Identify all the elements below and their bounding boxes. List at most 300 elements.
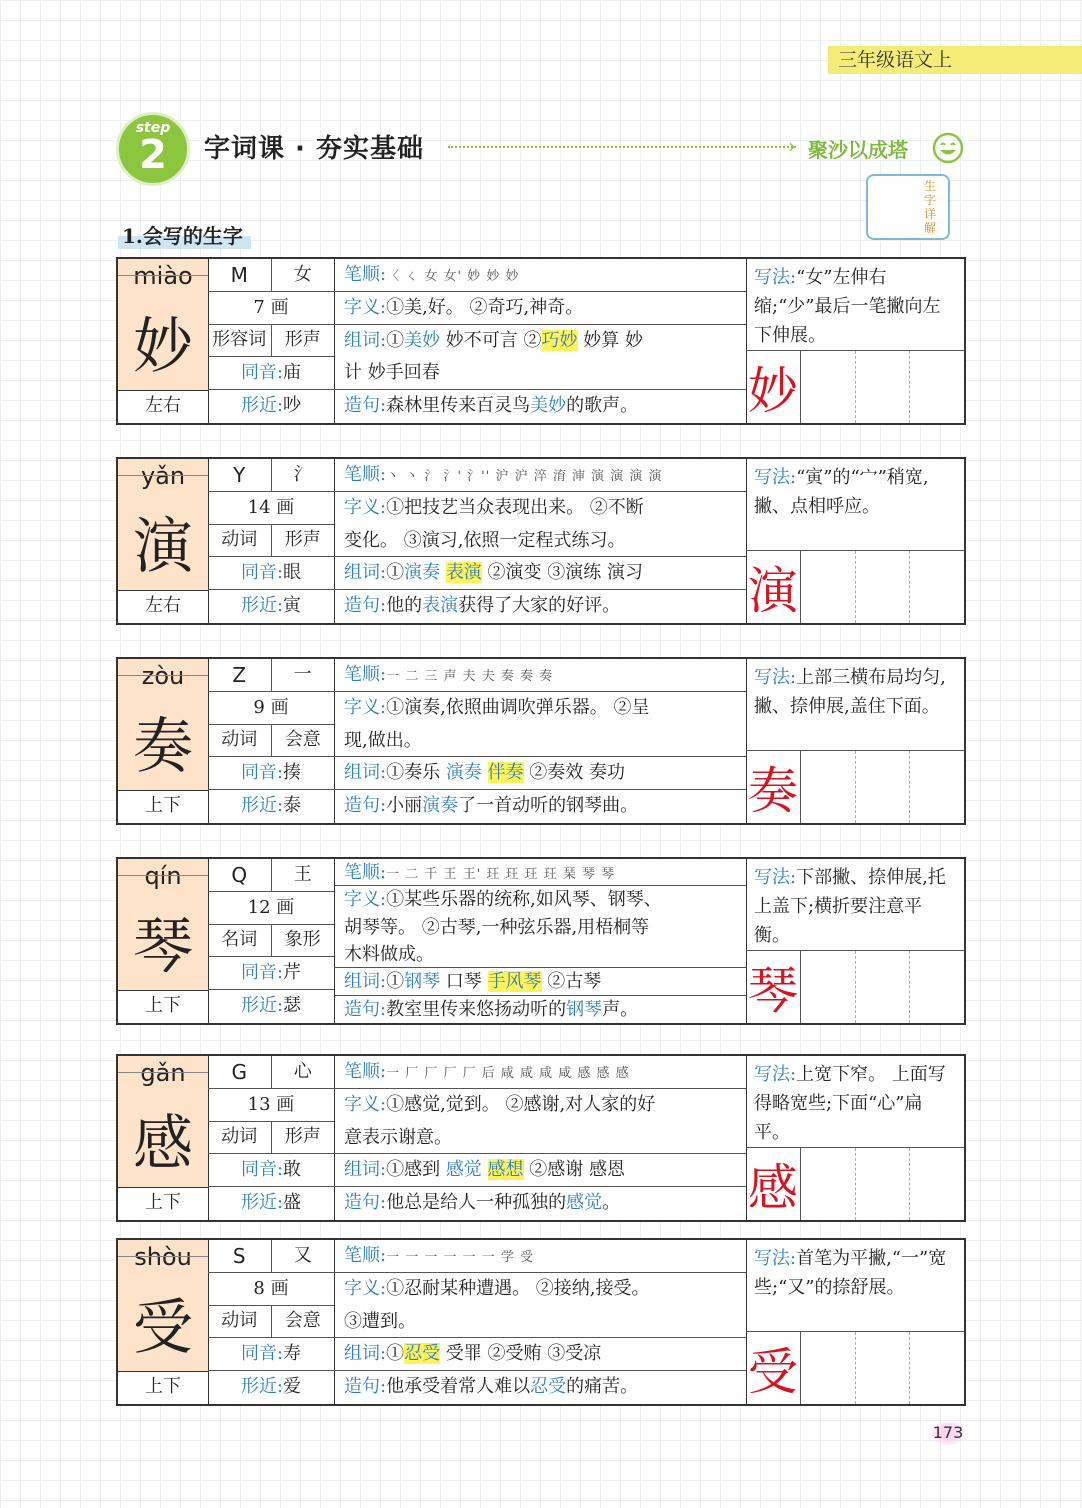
practice-grid: [746, 1148, 964, 1220]
words-prefix: ①: [386, 329, 405, 351]
meaning-text: ①感觉,觉到。 ②感谢,对人家的好: [386, 1093, 656, 1115]
words-highlight: 手风琴: [487, 971, 542, 993]
stroke-order-line: [334, 459, 746, 492]
sentence-post: 。: [602, 1192, 621, 1214]
tip-text: “寅”的“宀”稍宽,撇、点相呼应。: [754, 467, 929, 517]
words-text: [482, 762, 488, 783]
meaning-label: 字义:: [344, 696, 387, 718]
character-card: [116, 1054, 966, 1222]
homophone: 寿: [283, 1343, 302, 1365]
words-term: 钢琴: [404, 971, 441, 993]
stroke-order-line: [334, 1240, 746, 1273]
homophone-row: [208, 1338, 334, 1371]
sentence-pre: 他的: [386, 595, 423, 617]
sentence-key: 表演: [422, 595, 459, 617]
stroke-order-line: [334, 1056, 746, 1089]
tip-text: 上部三横布局均匀,撇、捺伸展,盖住下面。: [754, 667, 946, 717]
formation: 会意: [284, 729, 321, 751]
sentence-pre: 小丽: [386, 795, 423, 817]
practice-char: 演: [746, 551, 801, 623]
big-character: 感: [118, 1090, 208, 1188]
sentence-line: [334, 1371, 746, 1404]
words-text: 妙不可言 ②: [440, 329, 542, 351]
char-writing-block: [746, 659, 964, 823]
char-info-block: [208, 259, 335, 423]
meaning-line: [334, 1089, 746, 1155]
tip-label: 写法:: [754, 1064, 797, 1085]
homophone: 揍: [283, 762, 302, 784]
char-left-block: [118, 1240, 209, 1404]
sentence-pre: 他总是给人一种孤独的: [386, 1192, 567, 1214]
big-character: 受: [118, 1274, 208, 1372]
meaning-label: 字义:: [344, 296, 387, 318]
meaning-text-2: ③遭到。: [344, 1310, 416, 1332]
initial-row: [208, 1056, 334, 1089]
char-writing-block: [746, 259, 964, 423]
words-text-2: ②奏效 奏功: [523, 762, 625, 784]
char-info-block: [208, 659, 335, 823]
similar-row: [208, 1187, 334, 1220]
words-text-2: ②感谢 感恩: [523, 1159, 625, 1181]
char-detail-block: [334, 1240, 747, 1404]
homophone-row: [208, 557, 334, 590]
smile-icon: [932, 132, 964, 164]
practice-cell[interactable]: [801, 1148, 856, 1220]
section-title: 字词课 · 夯实基础: [204, 134, 424, 164]
similar-row: [208, 1371, 334, 1404]
practice-cell[interactable]: [910, 751, 964, 823]
practice-cell[interactable]: [856, 1148, 911, 1220]
page-number: 173: [928, 1418, 968, 1448]
char-detail-block: [334, 659, 747, 823]
similar: 盛: [283, 1192, 302, 1214]
stroke-count: 7 画: [208, 292, 334, 325]
meaning-label: 字义:: [344, 889, 387, 911]
words-highlight: 忍受: [404, 1343, 441, 1365]
homophone: 眼: [283, 562, 302, 584]
char-left-block: [118, 859, 209, 1023]
class-row: [208, 325, 334, 358]
char-info-block: [208, 459, 335, 623]
sentence-line: [334, 996, 746, 1023]
class-row: [208, 1306, 334, 1339]
sentence-post: 声。: [602, 998, 639, 1020]
homophone-label: 同音:: [240, 962, 284, 984]
homophone-label: 同音:: [240, 562, 284, 584]
sentence-label: 造句:: [344, 1192, 387, 1214]
class-row: [208, 1122, 334, 1155]
stroke-count: 8 画: [208, 1273, 334, 1306]
initial: Y: [208, 459, 272, 491]
sentence-label: 造句:: [344, 1376, 387, 1398]
stroke-order-label: 笔顺:: [344, 862, 387, 883]
pinyin: qín: [118, 859, 208, 894]
words-text: [440, 562, 446, 583]
arrow-right-icon: ›: [788, 134, 796, 158]
practice-char: 琴: [746, 951, 801, 1023]
words-text: [482, 1159, 488, 1180]
meaning-label: 字义:: [344, 496, 387, 518]
tip-text: 下部撇、捺伸展,托上盖下;横折要注意平衡。: [754, 867, 946, 946]
homophone-label: 同音:: [240, 762, 284, 784]
practice-cell[interactable]: [801, 551, 856, 623]
similar-row: [208, 990, 334, 1023]
word-class: 名词: [208, 925, 272, 957]
similar-row: [208, 590, 334, 623]
initial: G: [208, 1056, 272, 1088]
sentence-label: 造句:: [344, 795, 387, 817]
similar: 爱: [283, 1376, 302, 1398]
stroke-order-label: 笔顺:: [344, 464, 387, 485]
words-highlight: 表演: [445, 562, 482, 584]
initial-row: [208, 259, 334, 292]
initial-row: [208, 459, 334, 492]
char-writing-block: [746, 1240, 964, 1404]
similar-label: 形近:: [240, 1192, 284, 1214]
similar-label: 形近:: [240, 1376, 284, 1398]
tip-label: 写法:: [754, 667, 797, 688]
practice-char: 妙: [746, 351, 801, 423]
sentence-label: 造句:: [344, 998, 387, 1020]
char-detail-block: [334, 459, 747, 623]
radical: 一: [293, 663, 312, 685]
homophone-label: 同音:: [240, 1159, 284, 1181]
character-card: [116, 857, 966, 1025]
char-info-block: [208, 1240, 335, 1404]
practice-cell[interactable]: [801, 751, 856, 823]
detail-card-label: 生字详解: [924, 179, 937, 235]
homophone-label: 同音:: [240, 1343, 284, 1365]
pinyin: miào: [118, 259, 208, 294]
words-text-2: ②古琴: [541, 971, 602, 993]
sentence-key: 演奏: [422, 795, 459, 817]
meaning-text-2: 变化。 ③演习,依照一定程式练习。: [344, 529, 626, 551]
words-label: 组词:: [344, 329, 387, 351]
meaning-text: ①演奏,依照曲调吹弹乐器。 ②呈: [386, 696, 650, 718]
homophone: 敢: [283, 1159, 302, 1181]
meaning-text: ①某些乐器的统称,如风琴、钢琴、: [386, 889, 662, 911]
pinyin: gǎn: [118, 1056, 208, 1091]
practice-cell[interactable]: [801, 351, 856, 423]
word-class: 形容词: [208, 325, 272, 357]
similar-row: [208, 390, 334, 423]
formation: 象形: [284, 929, 321, 951]
character-card: [116, 1238, 966, 1406]
formation: 形声: [284, 329, 321, 351]
similar: 泰: [283, 795, 302, 817]
structure: 左右: [145, 595, 181, 617]
character-card: [116, 257, 966, 425]
structure: 左右: [145, 395, 181, 417]
sentence-post: 的痛苦。: [566, 1376, 639, 1398]
stroke-order-line: [334, 659, 746, 692]
sentence-label: 造句:: [344, 395, 387, 417]
stroke-count: 9 画: [208, 692, 334, 725]
practice-cell[interactable]: [856, 951, 911, 1023]
meaning-text-2: 现,做出。: [344, 729, 422, 751]
pinyin: zòu: [118, 659, 208, 694]
stroke-sequence: 〈 ㄑ 女 女' 妙 妙 妙: [386, 269, 520, 284]
practice-char: 感: [746, 1148, 801, 1220]
pinyin: yǎn: [118, 459, 208, 494]
big-character: 演: [118, 493, 208, 591]
practice-cell[interactable]: [910, 951, 964, 1023]
motto: 聚沙以成塔: [808, 138, 908, 162]
char-info-block: [208, 859, 335, 1023]
words-text-2: ②演变 ③演练 演习: [481, 562, 643, 584]
radical: 氵: [293, 463, 312, 485]
practice-grid: [746, 751, 964, 823]
sentence-line: [334, 790, 746, 823]
word-class: 动词: [208, 1306, 272, 1338]
writing-tip: [746, 859, 964, 951]
sentence-key: 感觉: [566, 1192, 603, 1214]
initial-row: [208, 659, 334, 692]
homophone: 庙: [283, 362, 302, 384]
big-character: 琴: [118, 893, 208, 991]
practice-char: 受: [746, 1332, 801, 1404]
words-line: [334, 557, 746, 590]
words-text-2: 受罪 ②受贿 ③受凉: [440, 1343, 602, 1365]
stroke-order-label: 笔顺:: [344, 664, 387, 685]
practice-cell[interactable]: [801, 1332, 856, 1404]
big-character: 妙: [118, 293, 208, 391]
words-term: 演奏: [445, 762, 482, 784]
words-highlight: 感想: [487, 1159, 524, 1181]
stroke-sequence: 一 厂 厂 厂 厂 后 咸 咸 咸 咸 感 感 感: [386, 1066, 630, 1081]
initial: Z: [208, 659, 272, 691]
stroke-order-line: [334, 859, 746, 886]
practice-cell[interactable]: [856, 751, 911, 823]
words-term: 演奏: [404, 562, 441, 584]
structure: 上下: [145, 1192, 181, 1214]
practice-grid: [746, 951, 964, 1023]
meaning-text-2: 意表示谢意。: [344, 1126, 452, 1148]
word-class: 动词: [208, 525, 272, 557]
words-prefix: ①: [386, 562, 405, 584]
formation: 会意: [284, 1310, 321, 1332]
tip-label: 写法:: [754, 1248, 797, 1269]
writing-tip: [746, 259, 964, 351]
practice-cell[interactable]: [910, 351, 964, 423]
practice-cell[interactable]: [910, 1332, 964, 1404]
tip-text: “女”左伸右缩;“少”最后一笔撇向左下伸展。: [754, 267, 941, 346]
initial-row: [208, 1240, 334, 1273]
words-highlight: 伴奏: [487, 762, 524, 784]
char-left-block: [118, 1056, 209, 1220]
sub-heading: 1.会写的生字: [118, 220, 251, 249]
char-writing-block: [746, 459, 964, 623]
sentence-line: [334, 1187, 746, 1220]
char-detail-block: [334, 1056, 747, 1220]
stroke-sequence: 一 一 一 一 一 一 学 受: [386, 1250, 535, 1265]
initial-row: [208, 859, 334, 892]
sentence-key: 美妙: [530, 395, 567, 417]
sentence-pre: 他承受着常人难以: [386, 1376, 531, 1398]
words-line: [334, 1154, 746, 1187]
meaning-label: 字义:: [344, 1093, 387, 1115]
char-detail-block: [334, 259, 747, 423]
stroke-order-label: 笔顺:: [344, 264, 387, 285]
stroke-sequence: 一 二 千 王 王' 玨 玨 玨 玨 琹 琴 琴: [386, 867, 616, 882]
practice-grid: [746, 1332, 964, 1404]
meaning-text: ①把技艺当众表现出来。 ②不断: [386, 496, 644, 518]
tip-label: 写法:: [754, 467, 797, 488]
tip-label: 写法:: [754, 267, 797, 288]
pinyin: shòu: [118, 1240, 208, 1275]
word-class: 动词: [208, 725, 272, 757]
practice-grid: [746, 351, 964, 423]
char-writing-block: [746, 859, 964, 1023]
sentence-key: 钢琴: [566, 998, 603, 1020]
word-class: 动词: [208, 1122, 272, 1154]
detail-card-button[interactable]: [866, 174, 950, 240]
sentence-post: 获得了大家的好评。: [458, 595, 621, 617]
sentence-post: 了一首动听的钢琴曲。: [458, 795, 639, 817]
words-term: 感觉: [445, 1159, 482, 1181]
words-text-3: 计 妙手回春: [344, 362, 440, 384]
sentence-line: [334, 390, 746, 423]
words-label: 组词:: [344, 762, 387, 784]
writing-tip: [746, 1240, 964, 1332]
writing-tip: [746, 1056, 964, 1148]
words-line: [334, 325, 746, 391]
words-label: 组词:: [344, 1159, 387, 1181]
tip-text: 首笔为平撇,“一”宽些;“又”的捺舒展。: [754, 1248, 947, 1298]
tip-label: 写法:: [754, 867, 797, 888]
radical: 又: [293, 1244, 312, 1266]
char-left-block: [118, 459, 209, 623]
step-badge: [116, 112, 190, 186]
words-prefix: ①感到: [386, 1159, 446, 1181]
char-left-block: [118, 659, 209, 823]
meaning-text: ①忍耐某种遭遇。 ②接纳,接受。: [386, 1277, 650, 1299]
meaning-line: [334, 1273, 746, 1339]
grade-band: 三年级语文上: [828, 46, 1082, 74]
homophone-row: [208, 1154, 334, 1187]
sentence-pre: 森林里传来百灵鸟: [386, 395, 531, 417]
words-line: [334, 1338, 746, 1371]
words-term: 美妙: [404, 329, 441, 351]
class-row: [208, 525, 334, 558]
words-text: 口琴: [440, 971, 488, 993]
words-label: 组词:: [344, 971, 387, 993]
meaning-line: [334, 886, 746, 968]
words-prefix: ①奏乐: [386, 762, 446, 784]
similar-label: 形近:: [240, 995, 284, 1017]
practice-cell[interactable]: [856, 351, 911, 423]
initial: M: [208, 259, 272, 291]
similar-row: [208, 790, 334, 823]
initial: Q: [208, 859, 272, 891]
meaning-line: [334, 692, 746, 758]
character-card: [116, 657, 966, 825]
structure: 上下: [145, 995, 181, 1017]
homophone-row: [208, 957, 334, 990]
char-info-block: [208, 1056, 335, 1220]
stroke-order-line: [334, 259, 746, 292]
meaning-text: ①美,好。 ②奇巧,神奇。: [386, 296, 584, 318]
char-writing-block: [746, 1056, 964, 1220]
dotted-divider: [448, 146, 796, 150]
sentence-key: 忍受: [530, 1376, 567, 1398]
meaning-text-3: 木料做成。: [344, 943, 434, 965]
stroke-order-label: 笔顺:: [344, 1245, 387, 1266]
character-card: [116, 457, 966, 625]
structure: 上下: [145, 795, 181, 817]
formation: 形声: [284, 529, 321, 551]
homophone: 芹: [283, 962, 302, 984]
stroke-sequence: 丶 丶 氵 氵' 氵'' 沪 沪 淬 淯 渖 演 演 演 演: [386, 469, 663, 484]
meaning-label: 字义:: [344, 1277, 387, 1299]
formation: 形声: [284, 1126, 321, 1148]
step-word: step: [135, 120, 171, 136]
radical: 心: [293, 1060, 312, 1082]
words-line: [334, 968, 746, 995]
practice-cell[interactable]: [856, 551, 911, 623]
words-prefix: ①: [386, 1343, 405, 1365]
sentence-label: 造句:: [344, 595, 387, 617]
words-label: 组词:: [344, 562, 387, 584]
practice-cell[interactable]: [910, 551, 964, 623]
practice-cell[interactable]: [910, 1148, 964, 1220]
radical: 女: [293, 263, 312, 285]
similar-label: 形近:: [240, 395, 284, 417]
words-highlight: 巧妙: [541, 329, 578, 351]
writing-tip: [746, 459, 964, 551]
writing-tip: [746, 659, 964, 751]
tip-text: 上宽下窄。 上面写得略宽些;下面“心”扁平。: [754, 1064, 946, 1143]
stroke-count: 12 画: [208, 892, 334, 925]
similar: 吵: [283, 395, 302, 417]
practice-cell[interactable]: [801, 951, 856, 1023]
practice-grid: [746, 551, 964, 623]
words-prefix: ①: [386, 971, 405, 993]
stroke-count: 14 画: [208, 492, 334, 525]
similar-label: 形近:: [240, 795, 284, 817]
class-row: [208, 925, 334, 958]
radical: 王: [293, 863, 312, 885]
sentence-post: 的歌声。: [566, 395, 639, 417]
practice-cell[interactable]: [856, 1332, 911, 1404]
sentence-line: [334, 590, 746, 623]
meaning-text-2: 胡琴等。 ②古琴,一种弦乐器,用梧桐等: [344, 916, 650, 938]
char-detail-block: [334, 859, 747, 1023]
stroke-sequence: 一 二 三 声 夫 夫 奏 奏 奏: [386, 669, 554, 684]
stroke-count: 13 画: [208, 1089, 334, 1122]
practice-char: 奏: [746, 751, 801, 823]
words-text-2: 妙算 妙: [577, 329, 643, 351]
stroke-order-label: 笔顺:: [344, 1061, 387, 1082]
big-character: 奏: [118, 693, 208, 791]
meaning-line: [334, 492, 746, 558]
words-line: [334, 757, 746, 790]
char-left-block: [118, 259, 209, 423]
homophone-label: 同音:: [240, 362, 284, 384]
homophone-row: [208, 357, 334, 390]
sentence-pre: 教室里传来悠扬动听的: [386, 998, 567, 1020]
initial: S: [208, 1240, 272, 1272]
similar: 瑟: [283, 995, 302, 1017]
similar-label: 形近:: [240, 595, 284, 617]
class-row: [208, 725, 334, 758]
words-label: 组词:: [344, 1343, 387, 1365]
meaning-line: [334, 292, 746, 325]
structure: 上下: [145, 1376, 181, 1398]
homophone-row: [208, 757, 334, 790]
step-number: 2: [139, 132, 167, 178]
similar: 寅: [283, 595, 302, 617]
